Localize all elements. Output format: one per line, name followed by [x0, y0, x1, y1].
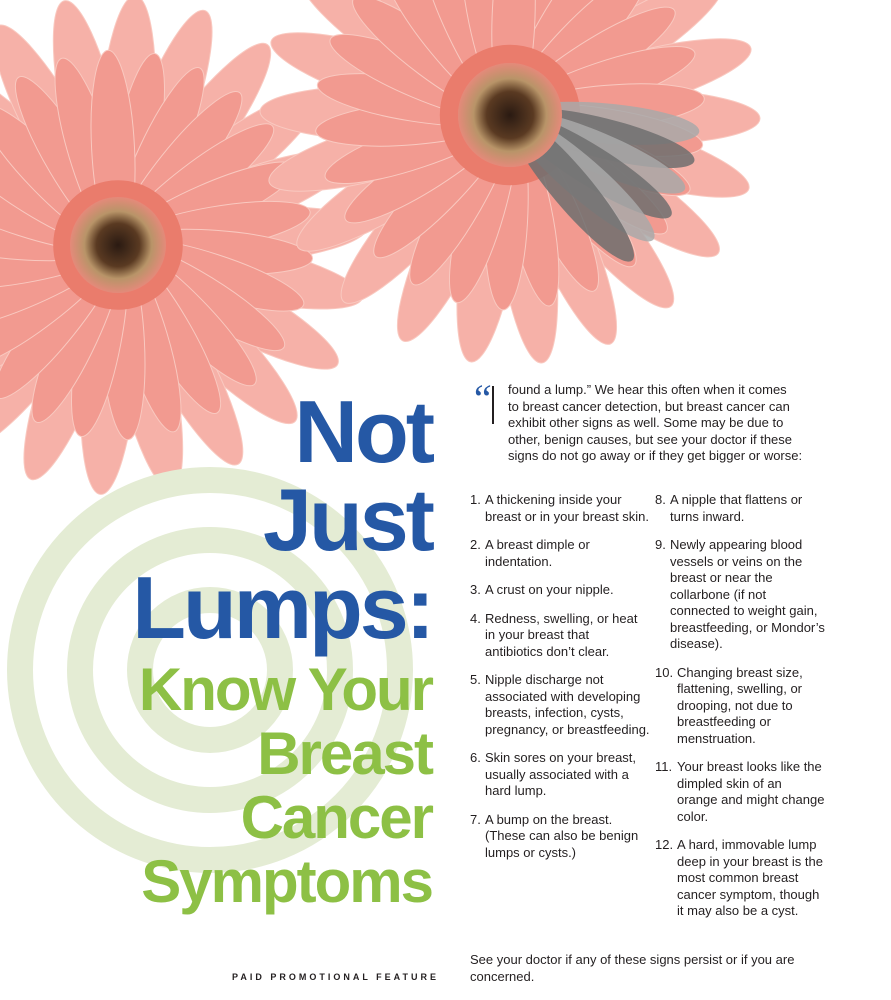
symptom-list-right	[655, 492, 825, 932]
symptom-number: 10.	[655, 664, 674, 680]
symptom-number: 1.	[470, 492, 481, 507]
intro-first-line: found a lump.” We hear this often when it comes	[508, 382, 787, 397]
drop-letter-i	[492, 386, 494, 424]
symptom-item	[655, 537, 825, 653]
symptom-item	[470, 812, 650, 862]
symptom-number: 2.	[470, 537, 481, 552]
symptom-text: Redness, swelling, or heat in your breast that antibiotics don’t clear.	[485, 610, 638, 659]
symptom-list-left	[470, 492, 650, 873]
symptom-item	[470, 537, 650, 570]
symptom-text: A hard, immovable lump deep in your breast is the most common breast cancer symptom, though it may also be a cyst.	[677, 837, 823, 918]
symptom-number: 11.	[655, 759, 673, 774]
symptom-number: 8.	[655, 492, 666, 507]
symptom-text: Changing breast size, flattening, swelling, or drooping, not due to breastfeeding or menstruation.	[677, 664, 803, 746]
closing-text: See your doctor if any of these signs persist or if you are concerned.	[470, 952, 795, 984]
flower-center	[458, 63, 562, 167]
symptom-text: A thickening inside your breast or in your breast skin.	[485, 492, 650, 524]
headline-line-2: Just	[263, 470, 432, 569]
symptom-text: Newly appearing blood vessels or veins on the breast or near the collarbone (if not connected to weight gain, breastfeeding, or Mondor’s disease).	[670, 537, 825, 651]
subheadline-line-3: Cancer	[240, 784, 432, 851]
symptom-item	[655, 837, 825, 920]
quote-mark: “	[470, 376, 493, 421]
symptom-item	[655, 759, 825, 825]
symptom-number: 12.	[655, 837, 674, 852]
symptom-number: 4.	[470, 610, 481, 626]
symptom-item	[470, 582, 650, 599]
symptom-text: A nipple that flattens or turns inward.	[670, 492, 803, 524]
symptom-number: 9.	[655, 537, 666, 552]
symptom-item	[470, 492, 650, 525]
symptom-item	[655, 665, 825, 748]
intro-body: to breast cancer detection, but breast cancer can exhibit other signs as well. Some may be due to other, benign causes, but see your doctor if these signs do not go away or if they get bigger or worse:	[508, 398, 803, 463]
subheadline-line-4: Symptoms	[141, 848, 432, 915]
symptom-text: Skin sores on your breast, usually associated with a hard lump.	[485, 750, 637, 798]
symptom-text: Nipple discharge not associated with developing breasts, infection, cysts, pregnancy, or breastfeeding.	[485, 672, 650, 737]
headline-line-1: Not	[294, 382, 432, 481]
promotional-tag: PAID PROMOTIONAL FEATURE	[232, 972, 439, 982]
symptom-text: A crust on your nipple.	[485, 582, 614, 597]
symptom-text: A bump on the breast. (These can also be benign lumps or cysts.)	[485, 811, 639, 860]
symptom-text: Your breast looks like the dimpled skin of an orange and might change color.	[677, 759, 825, 824]
symptom-item	[470, 672, 650, 738]
flower-center	[70, 197, 166, 293]
symptom-number: 5.	[470, 672, 481, 687]
symptom-number: 7.	[470, 811, 481, 827]
headline	[132, 382, 432, 915]
symptom-item	[470, 750, 650, 800]
symptom-item	[655, 492, 825, 525]
symptom-text: A breast dimple or indentation.	[485, 537, 590, 569]
subheadline-line-2: Breast	[257, 720, 432, 787]
subheadline-line-1: Know Your	[138, 656, 432, 723]
symptom-number: 3.	[470, 582, 481, 597]
headline-line-3: Lumps:	[132, 558, 432, 657]
symptom-number: 6.	[470, 750, 481, 765]
right-flower	[260, 0, 761, 366]
symptom-item	[470, 611, 650, 661]
intro-paragraph	[470, 376, 815, 465]
